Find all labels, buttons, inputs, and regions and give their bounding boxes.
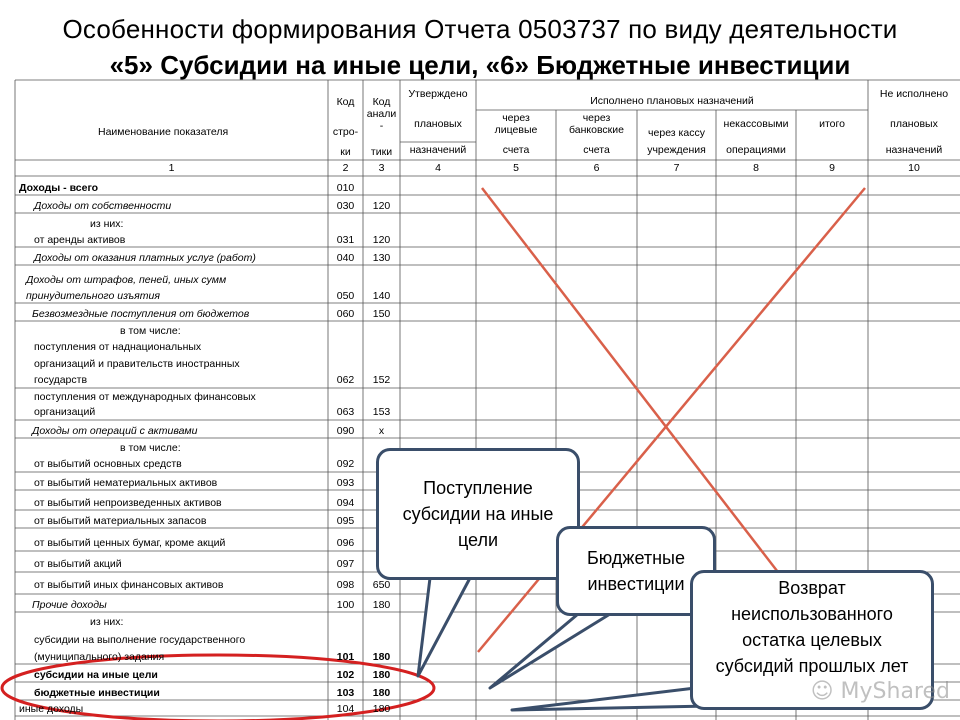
row-code: 031: [336, 234, 355, 246]
row-anal: 140: [372, 290, 391, 302]
callout-subsidy-text: Поступление субсидии на иные цели: [402, 478, 554, 550]
row-code: 030: [336, 200, 355, 212]
watermark: ☺ MyShared: [810, 679, 950, 704]
row-name: Доходы от штрафов, пеней, иных сумм: [26, 274, 227, 286]
header-anal-2: анали: [366, 108, 397, 120]
row-name: от выбытий акций: [34, 558, 122, 570]
header-total: итого: [819, 118, 845, 130]
callout-subsidy: [376, 448, 580, 580]
row-code: 100: [336, 599, 355, 611]
header-executed: Исполнено плановых назначений: [590, 95, 754, 107]
row-name: от выбытий основных средств: [34, 458, 182, 470]
row-code: 040: [336, 252, 355, 264]
row-name: бюджетные инвестиции: [34, 687, 160, 699]
header-name: Наименование показателя: [98, 126, 229, 138]
row-name-cont: государств: [34, 374, 88, 386]
col-num: 5: [513, 162, 519, 174]
row-anal: 180: [372, 669, 391, 681]
col-num: 4: [435, 162, 441, 174]
header-accounts-2: лицевые: [494, 124, 538, 136]
header-noncash-2: операциями: [726, 144, 786, 156]
row-code: 050: [336, 290, 355, 302]
row-name: от выбытий нематериальных активов: [34, 477, 218, 489]
row-name-cont: (муниципального) задания: [34, 651, 165, 663]
header-approved-3: назначений: [409, 144, 467, 156]
row-name: Доходы от операций с активами: [32, 425, 198, 437]
row-code: 060: [336, 308, 355, 320]
row-name: от выбытий непроизведенных активов: [34, 497, 222, 509]
col-num: 8: [753, 162, 759, 174]
row-name: поступления от наднациональных: [34, 341, 202, 353]
slide-title-line1: Особенности формирования Отчета 0503737 по виду деятельности: [62, 14, 898, 44]
header-code-2: стро-: [332, 126, 359, 138]
row-name: Прочие доходы: [32, 599, 107, 611]
row-name: поступления от международных финансовых: [34, 391, 256, 403]
row-name: Безвозмездные поступления от бюджетов: [32, 308, 250, 320]
row-name-cont: принудительного изъятия: [26, 290, 160, 302]
header-cash-1: через кассу: [648, 127, 705, 139]
row-code: 094: [336, 497, 355, 509]
row-code: 093: [336, 477, 355, 489]
row-code: 103: [336, 687, 355, 699]
row-code: 010: [336, 182, 355, 194]
row-anal: 120: [372, 234, 391, 246]
row-code: 090: [336, 425, 355, 437]
header-bank-2: банковские: [569, 124, 624, 136]
row-anal: 120: [372, 200, 391, 212]
row-name: Доходы - всего: [19, 182, 99, 194]
row-name: Доходы от оказания платных услуг (работ): [34, 252, 256, 264]
row-name-cont: организаций и правительств иностранных: [34, 358, 240, 370]
row-anal: 130: [372, 252, 391, 264]
header-bank-1: через: [582, 112, 611, 124]
header-code-1: Код: [336, 96, 355, 108]
row-name: субсидии на иные цели: [34, 669, 158, 681]
row-anal: 180: [372, 651, 391, 663]
header-anal-4: тики: [370, 146, 393, 158]
slide-title-line2: «5» Субсидии на иные цели, «6» Бюджетные инвестиции: [109, 50, 851, 80]
row-anal: 180: [372, 599, 391, 611]
callout-investments-text: Бюджетные инвестиции: [586, 548, 685, 594]
callout-refund-text: Возврат неиспользованного остатка целевых субсидий прошлых лет: [715, 578, 909, 676]
row-code: 062: [336, 374, 355, 386]
header-approved-1: Утверждено: [408, 88, 468, 100]
row-code: 095: [336, 515, 355, 527]
row-name: от выбытий иных финансовых активов: [34, 579, 224, 591]
row-code: 104: [336, 703, 355, 715]
header-bank-3: счета: [583, 144, 610, 156]
col-num: 1: [168, 162, 175, 174]
row-anal: 150: [372, 308, 391, 320]
col-num: 10: [908, 162, 920, 174]
header-notexec-1: Не исполнено: [879, 88, 949, 100]
row-subheading: в том числе:: [120, 325, 181, 337]
row-code: 098: [336, 579, 355, 591]
row-anal: 180: [372, 703, 391, 715]
row-name: субсидии на выполнение государственного: [34, 634, 246, 646]
col-num: 2: [342, 162, 349, 174]
header-accounts-3: счета: [502, 144, 530, 156]
header-noncash-1: некассовыми: [723, 118, 789, 130]
header-anal-1: Код: [372, 96, 391, 108]
header-code-3: ки: [340, 146, 351, 158]
header-cash-2: учреждения: [647, 144, 706, 156]
row-code: 092: [336, 458, 355, 470]
row-subheading: из них:: [90, 616, 124, 628]
row-code: 097: [336, 558, 355, 570]
row-code: 101: [336, 651, 355, 663]
header-notexec-2: плановых: [890, 118, 938, 130]
row-code: 063: [336, 406, 355, 418]
row-anal: 650: [372, 579, 391, 591]
header-anal-3: -: [379, 120, 384, 132]
row-name: от аренды активов: [34, 234, 126, 246]
col-num: 9: [829, 162, 835, 174]
header-notexec-3: назначений: [885, 144, 943, 156]
col-num: 7: [673, 162, 680, 174]
row-name: Доходы от собственности: [34, 200, 172, 212]
row-name: иные доходы: [19, 703, 84, 715]
row-subheading: в том числе:: [120, 442, 181, 454]
col-num: 3: [378, 162, 385, 174]
header-accounts-1: через: [502, 112, 530, 124]
row-anal: 180: [372, 687, 391, 699]
row-name: от выбытий материальных запасов: [34, 515, 207, 527]
row-subheading: из них:: [90, 218, 124, 230]
row-name: от выбытий ценных бумаг, кроме акций: [34, 537, 226, 549]
row-code: 102: [336, 669, 355, 681]
row-code: 096: [336, 537, 355, 549]
row-name-cont: организаций: [34, 406, 96, 418]
row-anal: 152: [372, 374, 391, 386]
row-anal: 153: [372, 406, 391, 418]
col-num: 6: [593, 162, 600, 174]
header-approved-2: плановых: [414, 118, 462, 130]
row-anal: x: [378, 425, 385, 437]
